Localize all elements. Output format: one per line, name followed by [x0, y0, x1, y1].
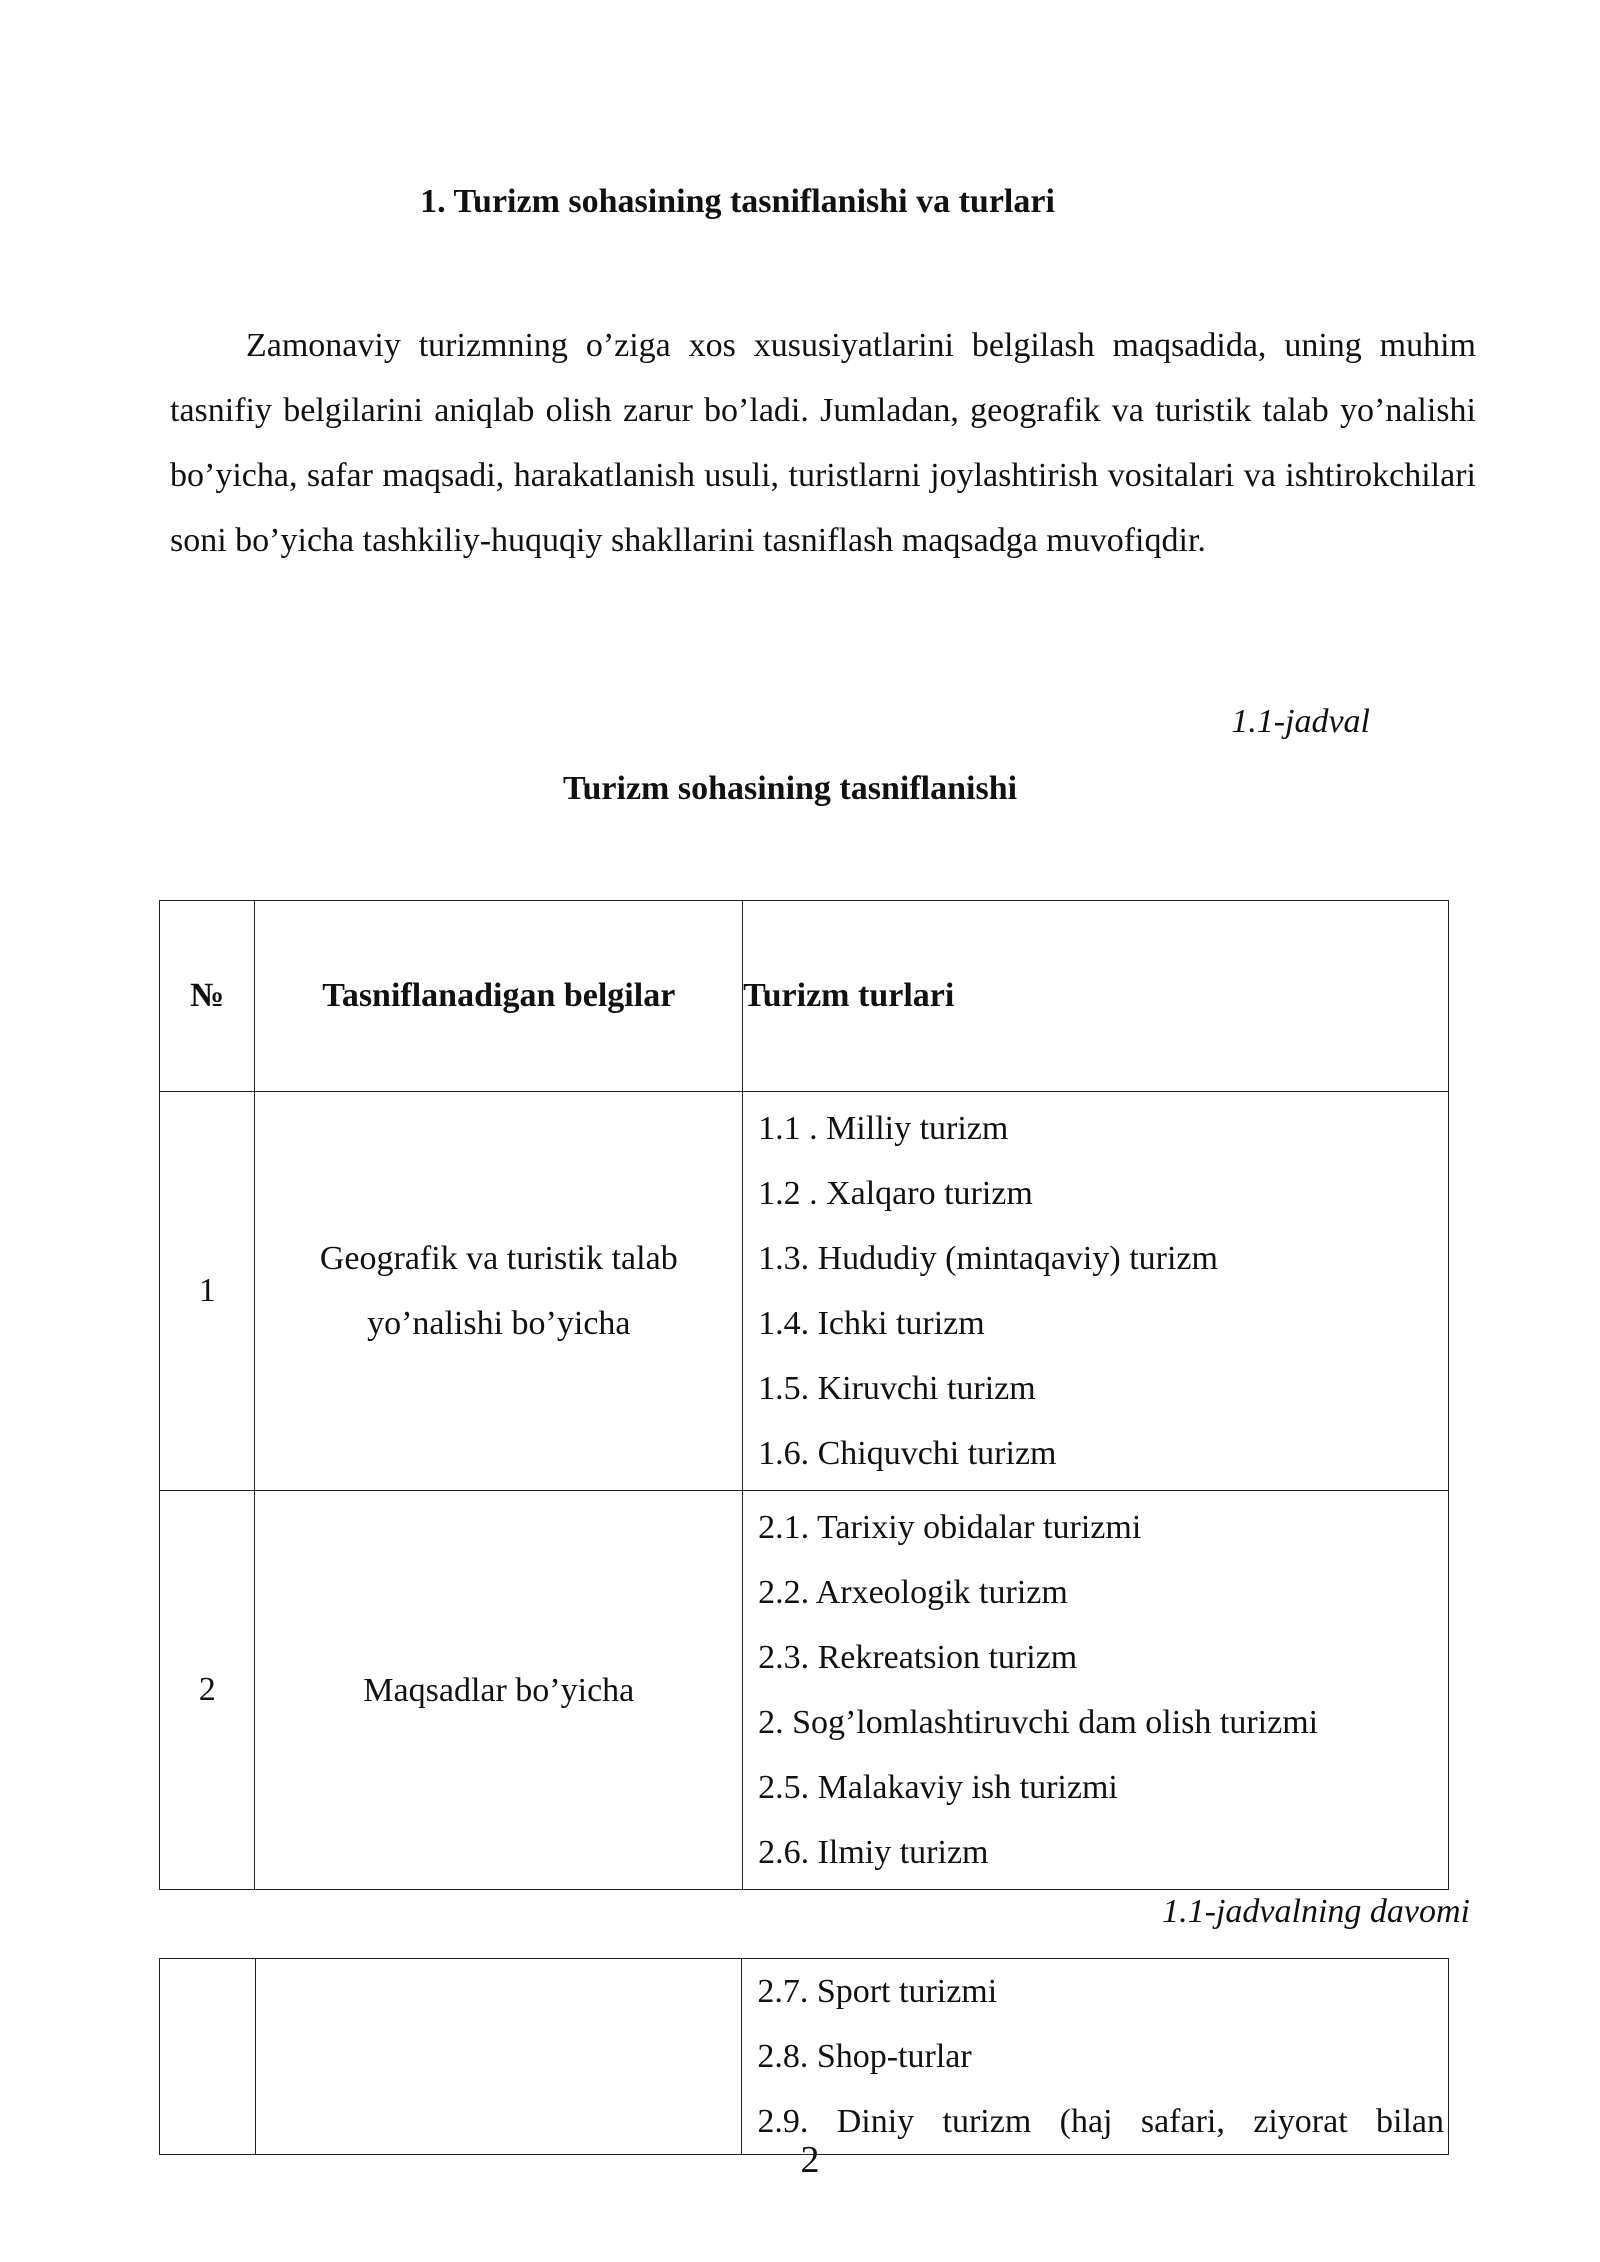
list-item: 2.8. Shop-turlar — [757, 2038, 972, 2075]
list-item: 1.3. Hududiy (mintaqaviy) turizm — [758, 1240, 1218, 1277]
row-number — [160, 1959, 256, 2155]
row-criterion-cell — [255, 1092, 743, 1491]
list-item: 2.6. Ilmiy turizm — [758, 1834, 989, 1871]
tourism-types-list — [743, 1096, 1448, 1486]
continuation-table — [159, 1958, 1449, 2155]
list-item: 2.1. Tarixiy obidalar turizmi — [758, 1509, 1142, 1546]
list-item: 1.6. Chiquvchi turizm — [758, 1435, 1057, 1472]
list-item: 1.5. Kiruvchi turizm — [758, 1370, 1036, 1407]
list-item: 2. Sog’lomlashtiruvchi dam olish turizmi — [758, 1704, 1319, 1741]
table-row — [160, 1491, 1449, 1890]
page-number: 2 — [800, 2139, 820, 2181]
table-row — [160, 1959, 1449, 2155]
table-title: Turizm sohasining tasniflanishi — [562, 770, 1018, 807]
list-item: 2.9. Diniy turizm (haj safari, ziyorat bilan — [757, 2103, 1444, 2140]
section-heading: 1. Turizm sohasining tasniflanishi va turlari — [420, 183, 1055, 220]
list-item: 2.5. Malakaviy ish turizmi — [758, 1769, 1118, 1806]
row-criterion — [255, 1959, 742, 2155]
row-types-cell — [743, 1491, 1449, 1890]
tourism-types-list — [743, 1495, 1448, 1885]
list-item: 2.2. Arxeologik turizm — [758, 1574, 1068, 1611]
tourism-types-list — [742, 1959, 1448, 2154]
row-criterion: Geografik va turistik talab yo’nalishi bo’yicha — [319, 1240, 678, 1342]
header-tourism-types: Turizm turlari — [743, 901, 1449, 1092]
classification-table — [159, 900, 1449, 1890]
list-item: 2.3. Rekreatsion turizm — [758, 1639, 1078, 1676]
table-row — [160, 1092, 1449, 1491]
row-criterion-cell — [255, 1491, 743, 1890]
table-header-row — [160, 901, 1449, 1092]
table-label: 1.1-jadval — [1231, 703, 1370, 740]
list-item: 1.1 . Milliy turizm — [758, 1110, 1009, 1147]
row-number: 1 — [160, 1092, 255, 1491]
row-types-cell — [742, 1959, 1449, 2155]
header-number: № — [160, 901, 255, 1092]
continuation-label: 1.1-jadvalning davomi — [1162, 1893, 1470, 1930]
row-number: 2 — [160, 1491, 255, 1890]
intro-paragraph: Zamonaviy turizmning o’ziga xos xususiyatlarini belgilash maqsadida, uning muhim tasnifiy belgilarini aniqlab olish zarur bo’ladi. Jumladan, geografik va turistik talab yo’nalishi bo’yicha, safar maqsadi, harakatlanish usuli, turistlarni joylashtirish vositalari va ishtirokchilari soni bo’yicha tashkiliy-huquqiy shakllarini tasniflash maqsadga muvofiqdir. — [170, 327, 1476, 559]
list-item: 1.2 . Xalqaro turizm — [758, 1175, 1033, 1212]
row-criterion: Maqsadlar bo’yicha — [363, 1671, 635, 1709]
header-criteria: Tasniflanadigan belgilar — [255, 901, 743, 1092]
row-types-cell — [743, 1092, 1449, 1491]
list-item: 1.4. Ichki turizm — [758, 1305, 985, 1342]
list-item: 2.7. Sport turizmi — [757, 1973, 998, 2010]
